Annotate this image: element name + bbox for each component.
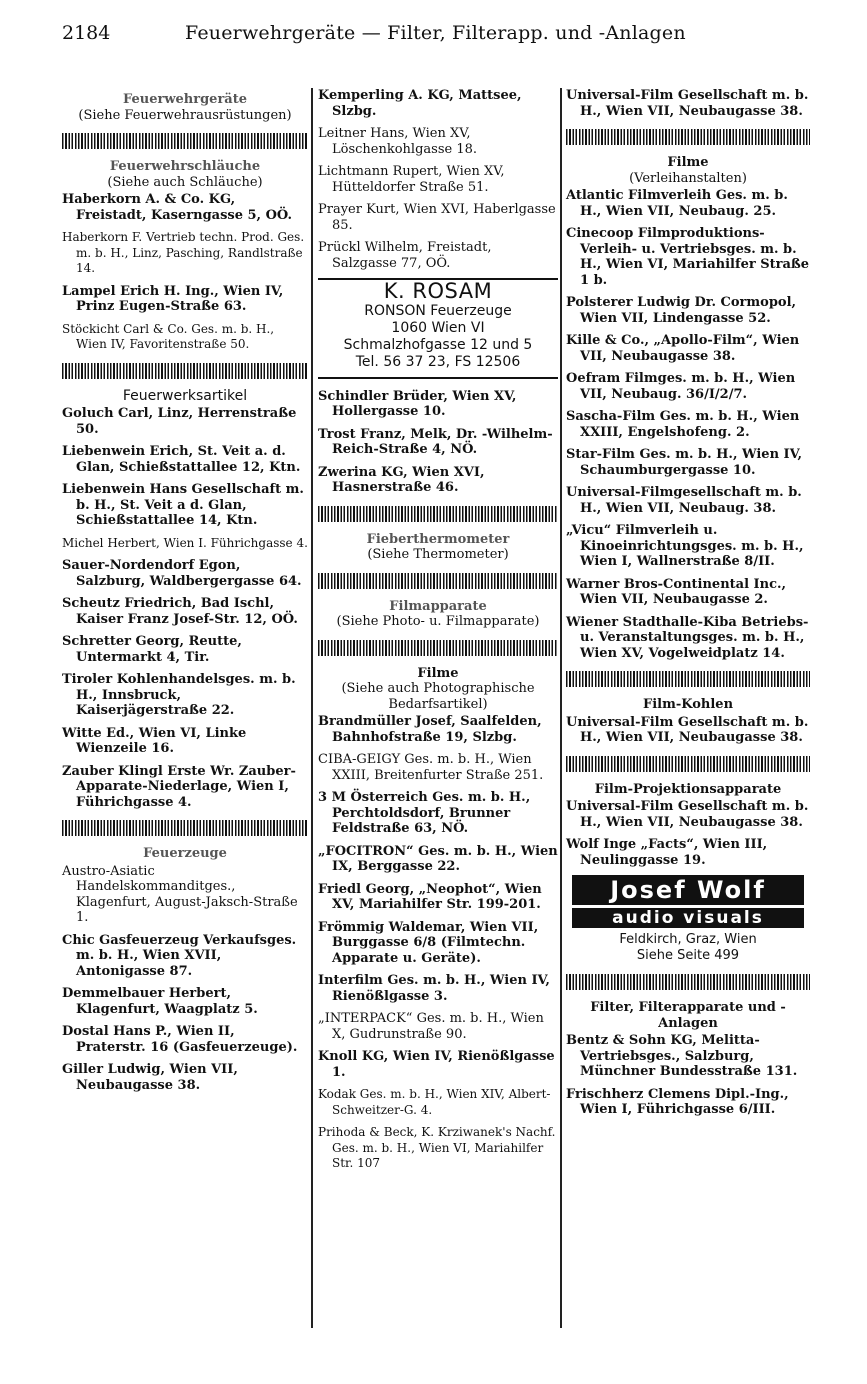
list-item: Warner Bros-Continental Inc., Wien VII, Neubaugasse 2.: [566, 576, 787, 607]
josef-wolf-logo: [566, 875, 810, 928]
list-item: „FOCITRON“ Ges. m. b. H., Wien IX, Berggasse 22.: [318, 843, 558, 874]
section-subheading: (Verleihanstalten): [629, 170, 747, 186]
ad-line: Siehe Seite 499: [636, 948, 740, 963]
ad-line: Tel. 56 37 23, FS 12506: [355, 353, 521, 370]
section-subheading: (Siehe Feuerwehrausrüstungen): [78, 107, 292, 123]
page-title: Feuerwehrgeräte — Filter, Filterapp. und -Anlagen: [185, 22, 686, 44]
separator-rule: [318, 573, 558, 589]
list-item: Chic Gasfeuerzeug Verkaufsges. m. b. H., Wien XVII, Antonigasse 87.: [62, 932, 297, 979]
list-item: Scheutz Friedrich, Bad Ischl, Kaiser Franz Josef-Str. 12, OÖ.: [62, 596, 298, 627]
list-item: „INTERPACK“ Ges. m. b. H., Wien X, Gudrunstraße 90.: [318, 1011, 544, 1042]
list-item: CIBA-GEIGY Ges. m. b. H., Wien XXIII, Breitenfurter Straße 251.: [318, 752, 544, 783]
section-feuerwehrschlaeuche: [62, 159, 308, 190]
section-heading: Film-Projektionsapparate: [594, 781, 782, 797]
list-item: Leitner Hans, Wien XV, Löschenkohlgasse 18.: [318, 126, 477, 157]
list-item: Lampel Erich H. Ing., Wien IV, Prinz Eugen-Straße 63.: [62, 283, 284, 314]
section-feuerzeuge: [62, 846, 308, 862]
section-subheading: (Siehe auch Photographische Bedarfsartikel): [341, 681, 535, 712]
list-item: Universal-Film Gesellschaft m. b. H., Wien VII, Neubaugasse 38.: [566, 799, 809, 830]
section-heading: Feuerzeuge: [143, 846, 227, 861]
section-film-projektionsapparate: [566, 782, 810, 798]
page-number: 2184: [62, 22, 111, 44]
column-2: [318, 88, 558, 1179]
list-item: Kille & Co., „Apollo-Film“, Wien VII, Neubaugasse 38.: [566, 333, 800, 364]
list-item: Kemperling A. KG, Mattsee, Slzbg.: [318, 88, 522, 119]
list-item: Zauber Klingl Erste Wr. Zauber-Apparate-Niederlage, Wien I, Führichgasse 4.: [62, 763, 296, 810]
separator-rule: [566, 974, 810, 990]
separator-rule: [62, 363, 308, 379]
list-item: Prihoda & Beck, K. Krziwanek's Nachf. Ges. m. b. H., Wien VI, Mariahilfer Str. 107: [318, 1125, 556, 1170]
list-item: Kodak Ges. m. b. H., Wien XIV, Albert-Schweitzer-G. 4.: [318, 1087, 551, 1117]
list-item: „Vicu“ Filmverleih u. Kinoeinrichtungsges. m. b. H., Wien I, Wallnerstraße 8/II.: [566, 523, 804, 569]
list-item: Giller Ludwig, Wien VII, Neubaugasse 38.: [62, 1062, 238, 1093]
list-item: Witte Ed., Wien VI, Linke Wienzeile 16.: [62, 725, 247, 756]
column-divider-right: [560, 88, 562, 1328]
list-item: Stöckicht Carl & Co. Ges. m. b. H., Wien IV, Favoritenstraße 50.: [62, 321, 275, 351]
ad-line: Schmalzhofgasse 12 und 5: [343, 336, 533, 353]
logo-wordmark: Josef Wolf: [572, 875, 804, 905]
separator-rule: [318, 506, 558, 522]
list-item: Polsterer Ludwig Dr. Cormopol, Wien VII, Lindengasse 52.: [566, 295, 797, 326]
column-3: [566, 88, 810, 1125]
list-item: Prückl Wilhelm, Freistadt, Salzgasse 77, OÖ.: [318, 240, 492, 271]
list-item: Wolf Inge „Facts“, Wien III, Neulinggasse 19.: [566, 837, 768, 868]
separator-rule: [318, 640, 558, 656]
separator-rule: [566, 671, 810, 687]
list-item: Frömmig Waldemar, Wien VII, Burggasse 6/8 (Filmtechn. Apparate u. Geräte).: [318, 919, 539, 966]
ad-name: K. ROSAM: [383, 279, 493, 303]
list-item: Liebenwein Hans Gesellschaft m. b. H., St. Veit a d. Glan, Schießstattallee 14, Ktn.: [62, 482, 304, 528]
section-heading: Filme: [667, 155, 709, 170]
ad-line: 1060 Wien VI: [391, 319, 485, 336]
column-1: [62, 88, 308, 1100]
ad-rosam: [318, 278, 558, 379]
list-item: Universal-Film Gesellschaft m. b. H., Wien VII, Neubaugasse 38.: [566, 714, 809, 745]
separator-rule: [566, 129, 810, 145]
list-item: Liebenwein Erich, St. Veit a. d. Glan, Schießstattallee 12, Ktn.: [62, 444, 301, 475]
logo-tagline: audio visuals: [572, 908, 804, 928]
list-item: Haberkorn A. & Co. KG, Freistadt, Kaserngasse 5, OÖ.: [62, 192, 293, 223]
list-item: Haberkorn F. Vertrieb techn. Prod. Ges. m. b. H., Linz, Pasching, Randlstraße 14.: [62, 230, 305, 275]
list-item: Star-Film Ges. m. b. H., Wien IV, Schaumburgergasse 10.: [566, 447, 802, 478]
section-subheading: (Siehe Thermometer): [367, 547, 509, 562]
section-subheading: (Siehe auch Schläuche): [107, 174, 263, 190]
section-feuerwerksartikel: [62, 389, 308, 405]
list-item: Schretter Georg, Reutte, Untermarkt 4, Tir.: [62, 634, 242, 665]
section-subheading: (Siehe Photo- u. Filmapparate): [336, 614, 540, 629]
list-item: Atlantic Filmverleih Ges. m. b. H., Wien VII, Neubaug. 25.: [566, 188, 788, 219]
list-item: Schindler Brüder, Wien XV, Hollergasse 10.: [318, 388, 517, 419]
list-item: Friedl Georg, „Neophot“, Wien XV, Mariahilfer Str. 199-201.: [318, 881, 542, 912]
list-item: Lichtmann Rupert, Wien XV, Hütteldorfer Straße 51.: [318, 164, 505, 195]
list-item: Frischherz Clemens Dipl.-Ing., Wien I, Führichgasse 6/III.: [566, 1086, 789, 1117]
list-item: Goluch Carl, Linz, Herrenstraße 50.: [62, 406, 297, 437]
section-heading: Filmapparate: [389, 598, 487, 614]
separator-rule: [62, 133, 308, 149]
list-item: Interfilm Ges. m. b. H., Wien IV, Rienößlgasse 3.: [318, 973, 550, 1004]
ad-line: Feldkirch, Graz, Wien: [619, 932, 757, 947]
list-item: Sascha-Film Ges. m. b. H., Wien XXIII, Engelshofeng. 2.: [566, 409, 800, 440]
section-filme: [318, 666, 558, 713]
list-item: 3 M Österreich Ges. m. b. H., Perchtoldsdorf, Brunner Feldstraße 63, NÖ.: [318, 790, 531, 836]
list-item: Zwerina KG, Wien XVI, Hasnerstraße 46.: [318, 464, 485, 495]
list-item: Tiroler Kohlenhandelsges. m. b. H., Innsbruck, Kaiserjägerstraße 22.: [62, 672, 296, 718]
section-heading: Feuerwerksartikel: [122, 387, 248, 404]
section-heading: Filme: [417, 665, 459, 681]
section-heading: Filter, Filterapparate und -Anlagen: [590, 1000, 786, 1031]
list-item: Michel Herbert, Wien I. Führichgasse 4.: [62, 535, 308, 550]
section-heading: Feuerwehrgeräte: [122, 92, 248, 107]
list-item: Wiener Stadthalle-Kiba Betriebs- u. Veranstaltungsges. m. b. H., Wien XV, Vogelweidplatz 14.: [566, 614, 809, 661]
section-heading: Fieberthermometer: [366, 531, 510, 547]
list-item: Brandmüller Josef, Saalfelden, Bahnhofstraße 19, Slzbg.: [318, 714, 542, 745]
list-item: Demmelbauer Herbert, Klagenfurt, Waagplatz 5.: [62, 986, 258, 1017]
list-item: Dostal Hans P., Wien II, Praterstr. 16 (Gasfeuerzeuge).: [62, 1024, 298, 1055]
list-item: Sauer-Nordendorf Egon, Salzburg, Waldbergergasse 64.: [62, 558, 302, 589]
section-fieberthermometer: [318, 532, 558, 563]
list-item: Bentz & Sohn KG, Melitta-Vertriebsges., Salzburg, Münchner Bundesstraße 131.: [566, 1033, 798, 1079]
separator-rule: [62, 820, 308, 836]
page-header: [0, 22, 867, 52]
list-item: Trost Franz, Melk, Dr. -Wilhelm-Reich-Straße 4, NÖ.: [318, 426, 553, 457]
list-item: Oefram Filmges. m. b. H., Wien VII, Neubaug. 36/I/2/7.: [566, 371, 796, 402]
section-filme-verleih: [566, 155, 810, 186]
list-item: Universal-Filmgesellschaft m. b. H., Wien VII, Neubaug. 38.: [566, 485, 802, 516]
section-heading: Film-Kohlen: [642, 697, 734, 712]
section-feuerwehrgeraete: [62, 92, 308, 123]
section-filter: [566, 1000, 810, 1031]
section-heading: Feuerwehrschläuche: [109, 159, 261, 174]
list-item: Austro-Asiatic Handelskommanditges., Klagenfurt, August-Jaksch-Straße 1.: [62, 863, 298, 925]
ad-line: RONSON Feuerzeuge: [364, 302, 512, 319]
section-film-kohlen: [566, 697, 810, 713]
section-filmapparate: [318, 599, 558, 630]
separator-rule: [566, 756, 810, 772]
list-item: Prayer Kurt, Wien XVI, Haberlgasse 85.: [318, 202, 556, 233]
column-divider-left: [311, 88, 313, 1328]
list-item: Universal-Film Gesellschaft m. b. H., Wien VII, Neubaugasse 38.: [566, 88, 809, 119]
list-item: Knoll KG, Wien IV, Rienößlgasse 1.: [318, 1049, 555, 1080]
list-item: Cinecoop Filmproduktions-Verleih- u. Vertriebsges. m. b. H., Wien VI, Mariahilfer Straße 1 b.: [566, 226, 810, 288]
